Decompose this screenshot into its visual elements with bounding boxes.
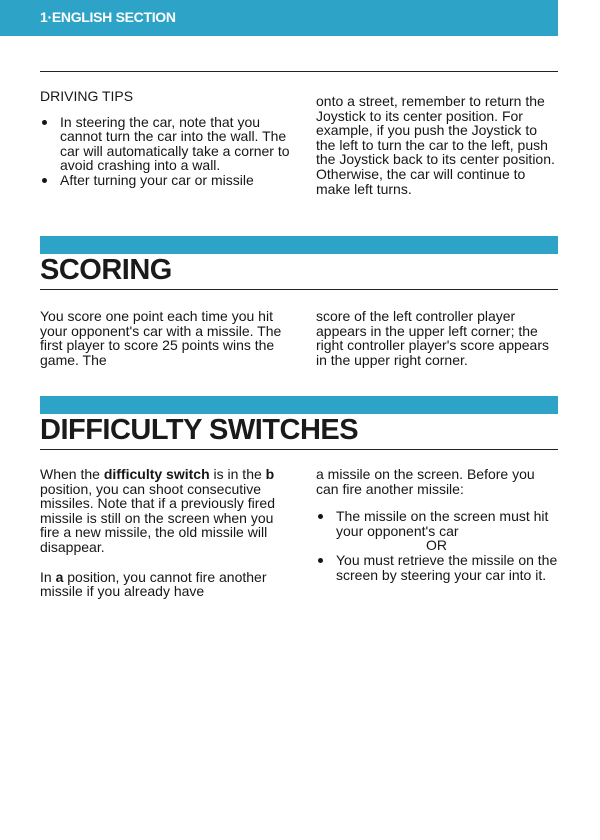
scoring-band (40, 236, 558, 254)
scoring-text-right: score of the left controller player appears in the upper left corner; the right controller player's score appears in the upper right corner. (316, 308, 550, 368)
difficulty-right-column (316, 467, 560, 582)
scoring-heading: SCORING (40, 254, 172, 286)
text-run: In (40, 568, 56, 585)
position-b-term: b (265, 466, 275, 482)
difficulty-list (316, 509, 560, 582)
scoring-right-column (316, 309, 556, 367)
driving-tips-right-column (316, 94, 560, 196)
scoring-left-column (40, 309, 290, 367)
difficulty-list-item: You must retrieve the missile on the screen by steering your car into it. (316, 553, 560, 582)
difficulty-rule (40, 449, 558, 450)
driving-tips-list (40, 115, 290, 188)
difficulty-left-column (40, 467, 284, 599)
scoring-text-left: You score one point each time you hit your opponent's car with a missile. The first player to score 25 points wins the game. The (40, 308, 282, 368)
driving-tips-left-column (40, 89, 290, 188)
text-run: The missile on the screen must hit your opponent's car (336, 508, 549, 539)
difficulty-paragraph-1 (40, 467, 284, 555)
position-a-term: a (55, 568, 64, 585)
difficulty-band (40, 396, 558, 414)
driving-tips-title: DRIVING TIPS (40, 88, 134, 104)
text-run: position, you can shoot consecutive missiles. Note that if a previously fired missile is still on the screen when you fire a new missile, the old missile will disappear. (40, 480, 275, 555)
text-run: When the (40, 466, 104, 482)
difficulty-right-intro: a missile on the screen. Before you can fire another missile: (316, 466, 535, 497)
or-separator: OR (426, 537, 447, 554)
difficulty-heading: DIFFICULTY SWITCHES (40, 414, 359, 446)
difficulty-switch-term: difficulty switch (103, 466, 210, 482)
difficulty-paragraph-2 (40, 570, 284, 599)
section-label: 1·ENGLISH SECTION (40, 9, 176, 25)
text-run: position, you cannot fire another missile if you already have (40, 568, 267, 600)
text-run: is in the (209, 466, 266, 482)
scoring-rule (40, 289, 558, 290)
spacer (40, 555, 284, 570)
driving-tips-continuation: onto a street, remember to return the Joystick to its center position. For example, if you push the Joystick to the left to turn the car to the left, push the Joystick back to its center position. Otherwise, the car will continue to make left turns. (316, 93, 555, 197)
top-rule (40, 71, 558, 72)
driving-tip-item: After turning your car or missile (40, 173, 290, 188)
driving-tip-item: In steering the car, note that you cannot turn the car into the wall. The car will automatically take a corner to avoid crashing into a wall. (40, 115, 290, 173)
section-header-band (0, 0, 558, 36)
difficulty-list-item (316, 509, 560, 553)
